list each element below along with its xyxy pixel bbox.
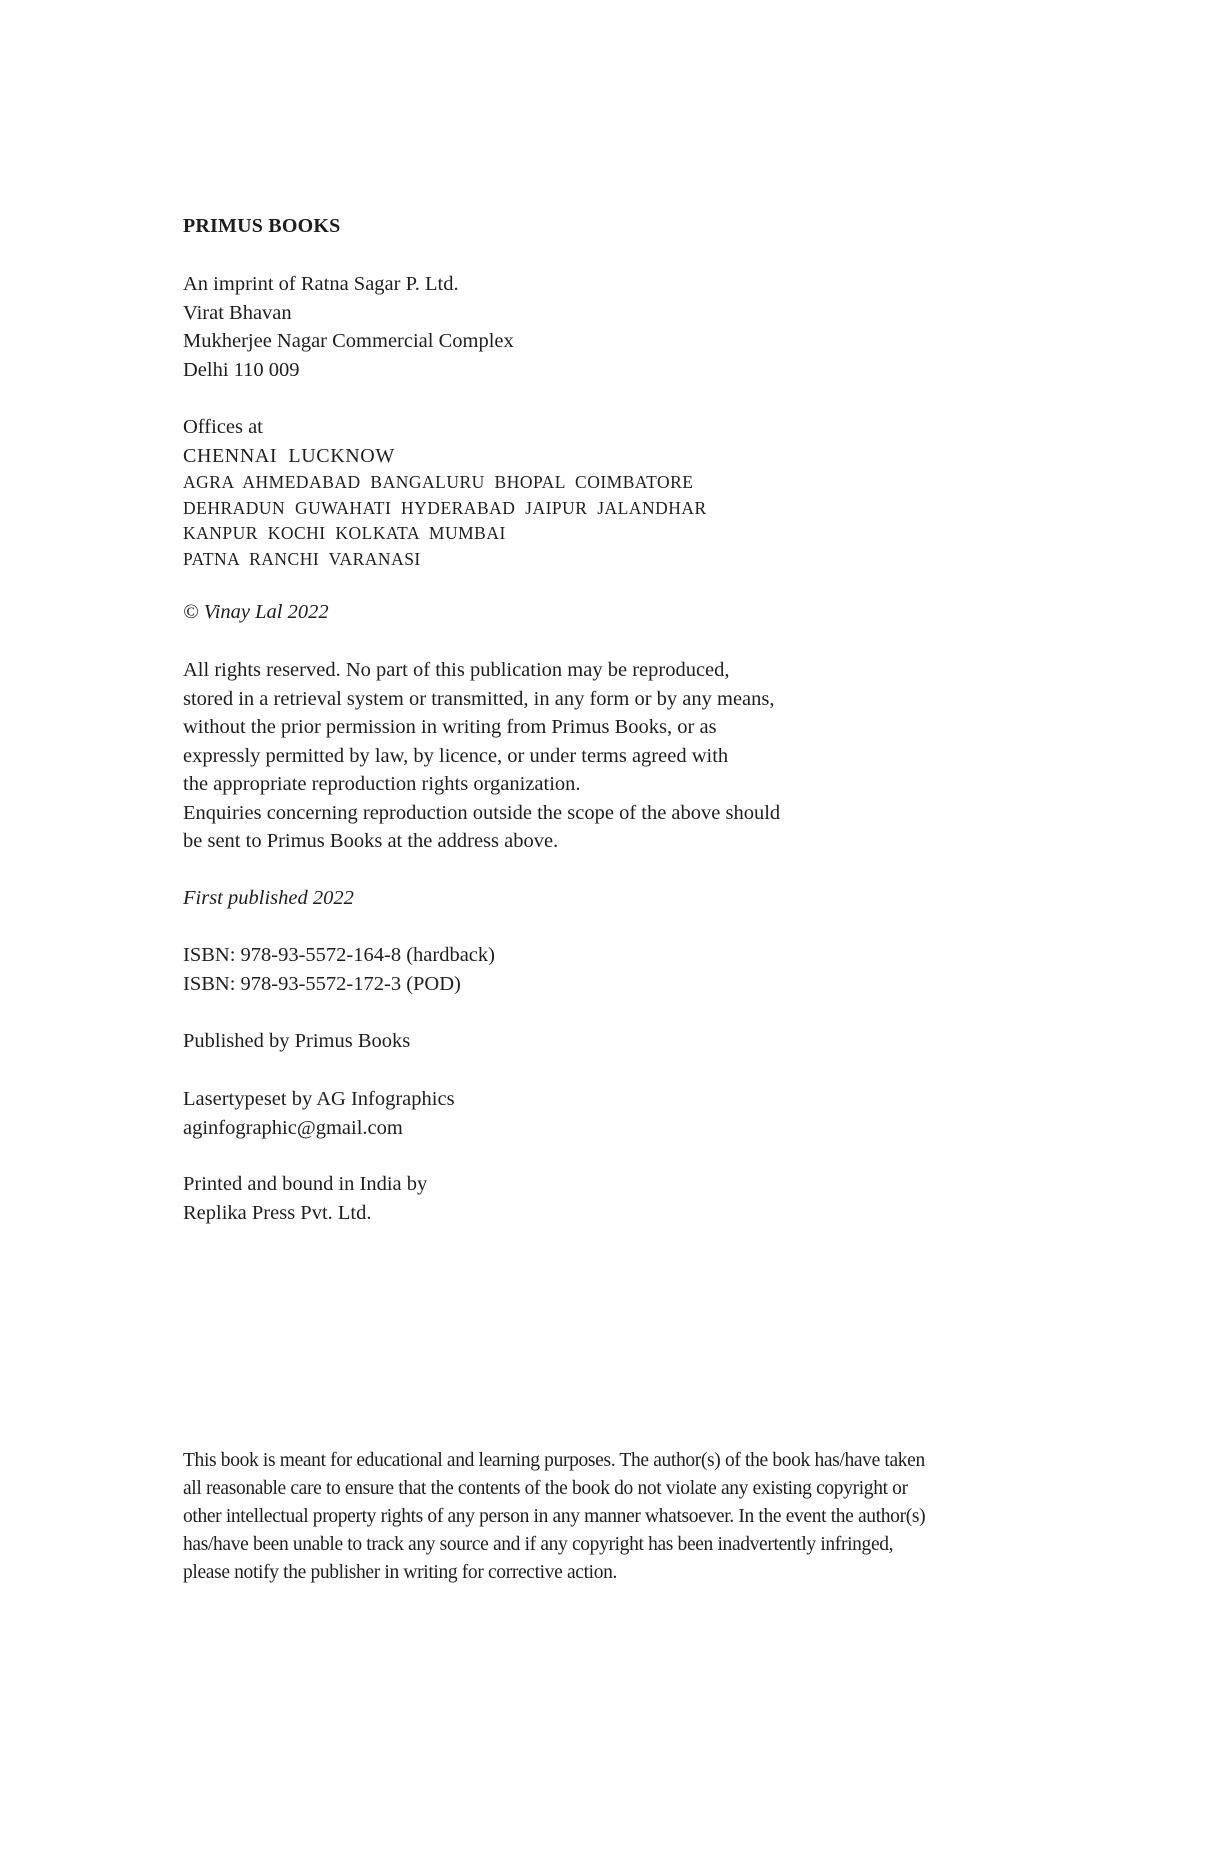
first-published-text: First published 2022 xyxy=(183,887,354,909)
offices-city-line: KANPUR KOCHI KOLKATA MUMBAI xyxy=(183,523,506,543)
first-published xyxy=(183,884,354,913)
publisher-address xyxy=(183,270,514,384)
typeset-email: aginfographic@gmail.com xyxy=(183,1116,403,1139)
published-by-text: Published by Primus Books xyxy=(183,1030,411,1052)
rights-line: stored in a retrieval system or transmitted, in any form or by any means, xyxy=(183,687,775,710)
address-line: An imprint of Ratna Sagar P. Ltd. xyxy=(183,273,459,295)
published-by xyxy=(183,1027,410,1056)
isbn-section xyxy=(183,941,495,998)
disclaimer-line: please notify the publisher in writing for corrective action. xyxy=(183,1562,618,1583)
rights-statement xyxy=(183,656,780,856)
rights-line: expressly permitted by law, by licence, or under terms agreed with xyxy=(183,744,729,767)
address-line: Mukherjee Nagar Commercial Complex xyxy=(183,330,514,352)
disclaimer xyxy=(183,1447,925,1587)
isbn-pod: ISBN: 978-93-5572-172-3 (POD) xyxy=(183,972,461,995)
printer-name: Replika Press Pvt. Ltd. xyxy=(183,1201,372,1224)
rights-line: All rights reserved. No part of this publication may be reproduced, xyxy=(183,659,730,681)
offices-label: Offices at xyxy=(183,416,263,438)
typeset-credit xyxy=(183,1085,455,1142)
publisher-name-text: PRIMUS BOOKS xyxy=(183,215,341,237)
copyright-notice xyxy=(183,598,329,627)
typeset-line: Lasertypeset by AG Infographics xyxy=(183,1088,455,1110)
printer-credit xyxy=(183,1170,427,1227)
rights-line: be sent to Primus Books at the address above. xyxy=(183,830,559,852)
disclaimer-line: has/have been unable to track any source and if any copyright has been inadvertently infringed, xyxy=(183,1534,894,1555)
rights-line: the appropriate reproduction rights organization. xyxy=(183,773,581,795)
printer-line: Printed and bound in India by xyxy=(183,1173,428,1195)
address-line: Delhi 110 009 xyxy=(183,358,300,381)
offices-major-cities: CHENNAI LUCKNOW xyxy=(183,444,395,467)
rights-line: Enquiries concerning reproduction outside the scope of the above should xyxy=(183,801,781,824)
offices-city-line: PATNA RANCHI VARANASI xyxy=(183,548,421,569)
offices-section xyxy=(183,413,707,572)
disclaimer-line: other intellectual property rights of any person in any manner whatsoever. In the event the author(s) xyxy=(183,1506,926,1527)
copyright-text: © Vinay Lal 2022 xyxy=(183,601,329,623)
disclaimer-line: This book is meant for educational and learning purposes. The author(s) of the book has/have taken xyxy=(183,1450,925,1471)
address-line: Virat Bhavan xyxy=(183,301,292,324)
rights-line: without the prior permission in writing from Primus Books, or as xyxy=(183,716,717,738)
offices-city-line: DEHRADUN GUWAHATI HYDERABAD JAIPUR JALANDHAR xyxy=(183,497,707,518)
disclaimer-line: all reasonable care to ensure that the contents of the book do not violate any existing copyright or xyxy=(183,1478,908,1499)
publisher-name xyxy=(183,212,340,241)
isbn-hardback: ISBN: 978-93-5572-164-8 (hardback) xyxy=(183,944,495,966)
offices-city-line: AGRA AHMEDABAD BANGALURU BHOPAL COIMBATORE xyxy=(183,472,694,492)
